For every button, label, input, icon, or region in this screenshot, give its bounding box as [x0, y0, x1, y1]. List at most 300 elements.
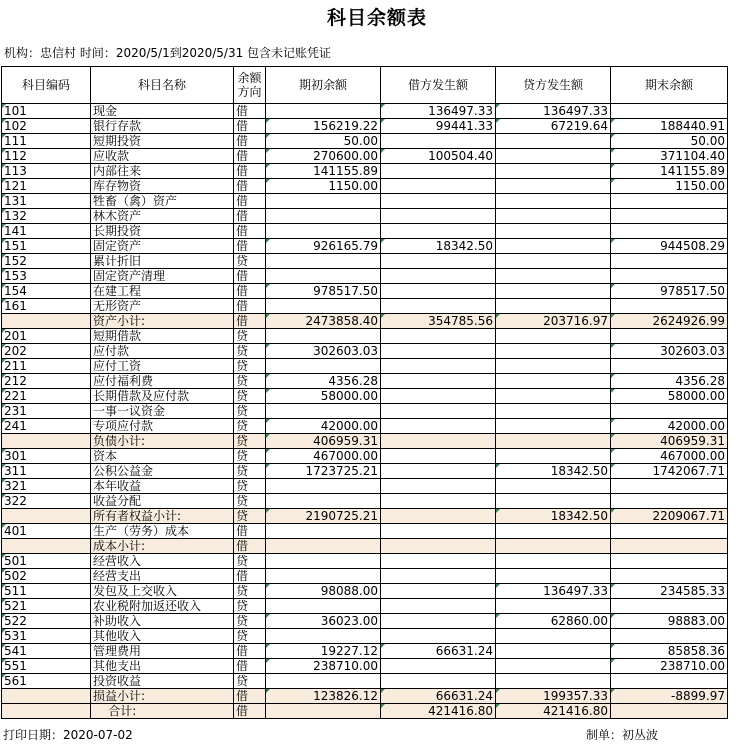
cell-direction: 贷: [234, 344, 266, 359]
cell-direction: 借: [234, 704, 266, 719]
cell-closing: 42000.00: [611, 419, 728, 434]
cell-closing: [611, 209, 728, 224]
cell-name: 应付福利费: [91, 374, 234, 389]
cell-code: 151: [2, 239, 91, 254]
cell-code: [2, 509, 91, 524]
cell-opening: [266, 269, 381, 284]
cell-opening: [266, 359, 381, 374]
cell-closing: [611, 524, 728, 539]
cell-direction: 借: [234, 104, 266, 119]
table-body: [2, 104, 728, 719]
table-row: [2, 359, 728, 374]
cell-credit: [496, 299, 611, 314]
cell-code: 561: [2, 674, 91, 689]
cell-credit: [496, 359, 611, 374]
cell-opening: 926165.79: [266, 239, 381, 254]
cell-name: 专项应付款: [91, 419, 234, 434]
cell-opening: 978517.50: [266, 284, 381, 299]
cell-name: 损益小计:: [91, 689, 234, 704]
cell-opening: [266, 674, 381, 689]
cell-name: 成本小计:: [91, 539, 234, 554]
cell-name: 经营支出: [91, 569, 234, 584]
cell-name: 内部往来: [91, 164, 234, 179]
cell-debit: [381, 659, 496, 674]
cell-code: 231: [2, 404, 91, 419]
cell-debit: [381, 299, 496, 314]
cell-name: 经营收入: [91, 554, 234, 569]
table-row: [2, 389, 728, 404]
header-name: 科目名称: [91, 67, 234, 104]
cell-opening: [266, 104, 381, 119]
cell-credit: [496, 269, 611, 284]
cell-credit: [496, 254, 611, 269]
cell-code: 522: [2, 614, 91, 629]
cell-debit: [381, 404, 496, 419]
cell-code: 101: [2, 104, 91, 119]
table-row: [2, 569, 728, 584]
cell-direction: 贷: [234, 254, 266, 269]
cell-debit: [381, 389, 496, 404]
cell-name: 现金: [91, 104, 234, 119]
cell-code: 132: [2, 209, 91, 224]
cell-debit: [381, 179, 496, 194]
cell-code: 541: [2, 644, 91, 659]
cell-closing: [611, 704, 728, 719]
cell-debit: 136497.33: [381, 104, 496, 119]
cell-debit: [381, 419, 496, 434]
cell-name: 银行存款: [91, 119, 234, 134]
cell-opening: [266, 704, 381, 719]
cell-debit: 100504.40: [381, 149, 496, 164]
cell-direction: 贷: [234, 359, 266, 374]
cell-direction: 借: [234, 569, 266, 584]
cell-closing: [611, 479, 728, 494]
cell-credit: [496, 404, 611, 419]
table-header-row: [2, 67, 728, 104]
cell-debit: [381, 599, 496, 614]
cell-code: 321: [2, 479, 91, 494]
table-row: [2, 629, 728, 644]
cell-opening: [266, 194, 381, 209]
cell-opening: [266, 224, 381, 239]
subtotal-row: [2, 509, 728, 524]
cell-direction: 贷: [234, 674, 266, 689]
cell-debit: 421416.80: [381, 704, 496, 719]
cell-closing: [611, 404, 728, 419]
cell-debit: [381, 449, 496, 464]
cell-opening: [266, 599, 381, 614]
cell-closing: 188440.91: [611, 119, 728, 134]
cell-direction: 借: [234, 164, 266, 179]
cell-direction: 贷: [234, 434, 266, 449]
cell-name: 库存物资: [91, 179, 234, 194]
cell-debit: [381, 209, 496, 224]
cell-credit: 62860.00: [496, 614, 611, 629]
cell-code: 154: [2, 284, 91, 299]
cell-credit: 18342.50: [496, 464, 611, 479]
cell-closing: 238710.00: [611, 659, 728, 674]
cell-opening: [266, 539, 381, 554]
cell-credit: [496, 194, 611, 209]
cell-name: 应收款: [91, 149, 234, 164]
cell-closing: [611, 269, 728, 284]
cell-closing: [611, 299, 728, 314]
header-direction: 余额方向: [234, 67, 266, 104]
cell-credit: [496, 569, 611, 584]
cell-credit: 136497.33: [496, 584, 611, 599]
cell-opening: 270600.00: [266, 149, 381, 164]
cell-closing: 141155.89: [611, 164, 728, 179]
cell-closing: 371104.40: [611, 149, 728, 164]
cell-credit: [496, 344, 611, 359]
cell-closing: 85858.36: [611, 644, 728, 659]
cell-opening: 1723725.21: [266, 464, 381, 479]
cell-name: 固定资产: [91, 239, 234, 254]
cell-credit: [496, 434, 611, 449]
cell-name: 长期投资: [91, 224, 234, 239]
cell-closing: 50.00: [611, 134, 728, 149]
cell-direction: 贷: [234, 329, 266, 344]
cell-opening: 2473858.40: [266, 314, 381, 329]
cell-debit: [381, 284, 496, 299]
cell-credit: [496, 554, 611, 569]
cell-direction: 贷: [234, 449, 266, 464]
cell-code: 112: [2, 149, 91, 164]
subtotal-row: [2, 689, 728, 704]
cell-code: 501: [2, 554, 91, 569]
table-row: [2, 179, 728, 194]
cell-credit: 421416.80: [496, 704, 611, 719]
cell-code: 502: [2, 569, 91, 584]
cell-name: 在建工程: [91, 284, 234, 299]
cell-name: 短期投资: [91, 134, 234, 149]
cell-direction: 贷: [234, 389, 266, 404]
cell-direction: 贷: [234, 554, 266, 569]
cell-opening: 238710.00: [266, 659, 381, 674]
cell-direction: 贷: [234, 614, 266, 629]
cell-opening: [266, 524, 381, 539]
cell-name: 其他支出: [91, 659, 234, 674]
cell-credit: [496, 164, 611, 179]
cell-credit: 18342.50: [496, 509, 611, 524]
table-row: [2, 119, 728, 134]
cell-debit: [381, 479, 496, 494]
cell-credit: [496, 149, 611, 164]
cell-closing: 98883.00: [611, 614, 728, 629]
cell-debit: [381, 434, 496, 449]
cell-direction: 借: [234, 299, 266, 314]
cell-name: 累计折旧: [91, 254, 234, 269]
cell-closing: 1150.00: [611, 179, 728, 194]
cell-code: 311: [2, 464, 91, 479]
cell-credit: [496, 374, 611, 389]
table-row: [2, 164, 728, 179]
table-row: [2, 374, 728, 389]
cell-debit: [381, 224, 496, 239]
table-row: [2, 404, 728, 419]
cell-code: 152: [2, 254, 91, 269]
cell-name: 林木资产: [91, 209, 234, 224]
table-row: [2, 464, 728, 479]
cell-opening: 4356.28: [266, 374, 381, 389]
cell-direction: 借: [234, 524, 266, 539]
cell-opening: [266, 209, 381, 224]
table-row: [2, 644, 728, 659]
cell-credit: [496, 479, 611, 494]
cell-opening: 98088.00: [266, 584, 381, 599]
table-row: [2, 239, 728, 254]
cell-name: 固定资产清理: [91, 269, 234, 284]
cell-code: [2, 314, 91, 329]
cell-debit: [381, 494, 496, 509]
cell-code: 241: [2, 419, 91, 434]
cell-opening: [266, 254, 381, 269]
table-row: [2, 419, 728, 434]
cell-opening: [266, 569, 381, 584]
cell-debit: [381, 464, 496, 479]
table-row: [2, 209, 728, 224]
cell-code: [2, 434, 91, 449]
cell-opening: 467000.00: [266, 449, 381, 464]
table-row: [2, 659, 728, 674]
cell-direction: 贷: [234, 404, 266, 419]
cell-closing: 406959.31: [611, 434, 728, 449]
cell-opening: [266, 554, 381, 569]
table-row: [2, 479, 728, 494]
cell-debit: [381, 569, 496, 584]
cell-code: 102: [2, 119, 91, 134]
cell-debit: [381, 344, 496, 359]
cell-closing: [611, 539, 728, 554]
cell-code: [2, 539, 91, 554]
cell-debit: [381, 374, 496, 389]
cell-code: [2, 704, 91, 719]
cell-name: 无形资产: [91, 299, 234, 314]
cell-opening: 2190725.21: [266, 509, 381, 524]
cell-name: 一事一议资金: [91, 404, 234, 419]
cell-direction: 借: [234, 179, 266, 194]
cell-closing: 467000.00: [611, 449, 728, 464]
cell-name: 资本: [91, 449, 234, 464]
balance-table: [1, 66, 728, 719]
cell-direction: 借: [234, 659, 266, 674]
table-row: [2, 194, 728, 209]
cell-name: 所有者权益小计:: [91, 509, 234, 524]
cell-code: 531: [2, 629, 91, 644]
cell-credit: [496, 449, 611, 464]
cell-credit: [496, 599, 611, 614]
cell-code: 221: [2, 389, 91, 404]
cell-closing: [611, 494, 728, 509]
header-code: 科目编码: [2, 67, 91, 104]
cell-credit: [496, 524, 611, 539]
cell-credit: 136497.33: [496, 104, 611, 119]
cell-debit: [381, 584, 496, 599]
table-row: [2, 254, 728, 269]
cell-code: 551: [2, 659, 91, 674]
cell-debit: [381, 359, 496, 374]
cell-code: 521: [2, 599, 91, 614]
cell-code: 212: [2, 374, 91, 389]
cell-direction: 借: [234, 284, 266, 299]
cell-name: 公积公益金: [91, 464, 234, 479]
cell-opening: 19227.12: [266, 644, 381, 659]
table-row: [2, 584, 728, 599]
cell-code: 141: [2, 224, 91, 239]
cell-closing: [611, 359, 728, 374]
cell-direction: 借: [234, 239, 266, 254]
cell-opening: 58000.00: [266, 389, 381, 404]
cell-opening: [266, 299, 381, 314]
cell-closing: [611, 329, 728, 344]
cell-closing: 944508.29: [611, 239, 728, 254]
subtotal-row: [2, 314, 728, 329]
subtotal-row: [2, 539, 728, 554]
cell-opening: 1150.00: [266, 179, 381, 194]
cell-opening: [266, 479, 381, 494]
cell-closing: 1742067.71: [611, 464, 728, 479]
header-debit: 借方发生额: [381, 67, 496, 104]
cell-debit: [381, 524, 496, 539]
cell-direction: 借: [234, 644, 266, 659]
cell-debit: [381, 254, 496, 269]
cell-opening: [266, 494, 381, 509]
cell-closing: -8899.97: [611, 689, 728, 704]
cell-debit: [381, 164, 496, 179]
cell-name: 应付款: [91, 344, 234, 359]
cell-opening: 42000.00: [266, 419, 381, 434]
cell-credit: [496, 539, 611, 554]
subtotal-row: [2, 434, 728, 449]
cell-credit: [496, 134, 611, 149]
cell-closing: 302603.03: [611, 344, 728, 359]
cell-closing: [611, 599, 728, 614]
print-date: 打印日期：2020-07-02: [3, 728, 133, 742]
cell-credit: [496, 659, 611, 674]
cell-closing: [611, 674, 728, 689]
cell-debit: 18342.50: [381, 239, 496, 254]
table-row: [2, 269, 728, 284]
header-closing-balance: 期末余额: [611, 67, 728, 104]
cell-name: 生产（劳务）成本: [91, 524, 234, 539]
cell-closing: 2209067.71: [611, 509, 728, 524]
cell-opening: [266, 329, 381, 344]
cell-name: 其他收入: [91, 629, 234, 644]
cell-debit: [381, 509, 496, 524]
cell-name: 短期借款: [91, 329, 234, 344]
cell-closing: 978517.50: [611, 284, 728, 299]
cell-credit: [496, 389, 611, 404]
cell-opening: 50.00: [266, 134, 381, 149]
maker: 制单：初丛波: [586, 728, 659, 742]
table-row: [2, 224, 728, 239]
cell-debit: [381, 269, 496, 284]
subtotal-row: [2, 704, 728, 719]
cell-opening: [266, 629, 381, 644]
cell-direction: 借: [234, 269, 266, 284]
table-row: [2, 104, 728, 119]
cell-name: 补助收入: [91, 614, 234, 629]
table-row: [2, 149, 728, 164]
cell-name: 资产小计:: [91, 314, 234, 329]
cell-debit: [381, 629, 496, 644]
cell-closing: [611, 224, 728, 239]
cell-name: 应付工资: [91, 359, 234, 374]
cell-direction: 借: [234, 224, 266, 239]
table-row: [2, 134, 728, 149]
table-row: [2, 524, 728, 539]
cell-debit: 66631.24: [381, 689, 496, 704]
cell-name: 牲畜（禽）资产: [91, 194, 234, 209]
cell-closing: [611, 569, 728, 584]
cell-code: 322: [2, 494, 91, 509]
table-row: [2, 299, 728, 314]
cell-opening: [266, 404, 381, 419]
cell-credit: [496, 644, 611, 659]
cell-code: 113: [2, 164, 91, 179]
cell-debit: [381, 194, 496, 209]
cell-opening: 302603.03: [266, 344, 381, 359]
cell-direction: 借: [234, 194, 266, 209]
cell-name: 负债小计:: [91, 434, 234, 449]
cell-code: 511: [2, 584, 91, 599]
cell-code: 211: [2, 359, 91, 374]
cell-code: 161: [2, 299, 91, 314]
cell-credit: 67219.64: [496, 119, 611, 134]
cell-direction: 贷: [234, 494, 266, 509]
cell-debit: [381, 134, 496, 149]
cell-name: 农业税附加返还收入: [91, 599, 234, 614]
report-info: 机构：忠信村 时间：2020/5/1到2020/5/31 包含未记账凭证: [4, 46, 332, 60]
table-row: [2, 449, 728, 464]
cell-name: 投资收益: [91, 674, 234, 689]
cell-direction: 借: [234, 539, 266, 554]
cell-direction: 借: [234, 149, 266, 164]
cell-closing: 58000.00: [611, 389, 728, 404]
cell-direction: 贷: [234, 509, 266, 524]
cell-code: 401: [2, 524, 91, 539]
cell-name: 长期借款及应付款: [91, 389, 234, 404]
cell-closing: 2624926.99: [611, 314, 728, 329]
cell-opening: 141155.89: [266, 164, 381, 179]
cell-direction: 贷: [234, 464, 266, 479]
table-row: [2, 329, 728, 344]
cell-closing: [611, 629, 728, 644]
cell-debit: [381, 554, 496, 569]
cell-debit: 354785.56: [381, 314, 496, 329]
cell-debit: [381, 329, 496, 344]
cell-direction: 贷: [234, 374, 266, 389]
cell-code: 301: [2, 449, 91, 464]
cell-closing: [611, 554, 728, 569]
header-opening-balance: 期初余额: [266, 67, 381, 104]
cell-direction: 借: [234, 119, 266, 134]
cell-debit: [381, 674, 496, 689]
cell-name: 发包及上交收入: [91, 584, 234, 599]
cell-credit: [496, 629, 611, 644]
table-row: [2, 674, 728, 689]
cell-direction: 贷: [234, 629, 266, 644]
cell-direction: 借: [234, 134, 266, 149]
cell-code: 201: [2, 329, 91, 344]
cell-direction: 借: [234, 209, 266, 224]
cell-credit: [496, 329, 611, 344]
cell-credit: 203716.97: [496, 314, 611, 329]
cell-code: 131: [2, 194, 91, 209]
cell-direction: 贷: [234, 584, 266, 599]
table-row: [2, 344, 728, 359]
cell-code: 153: [2, 269, 91, 284]
